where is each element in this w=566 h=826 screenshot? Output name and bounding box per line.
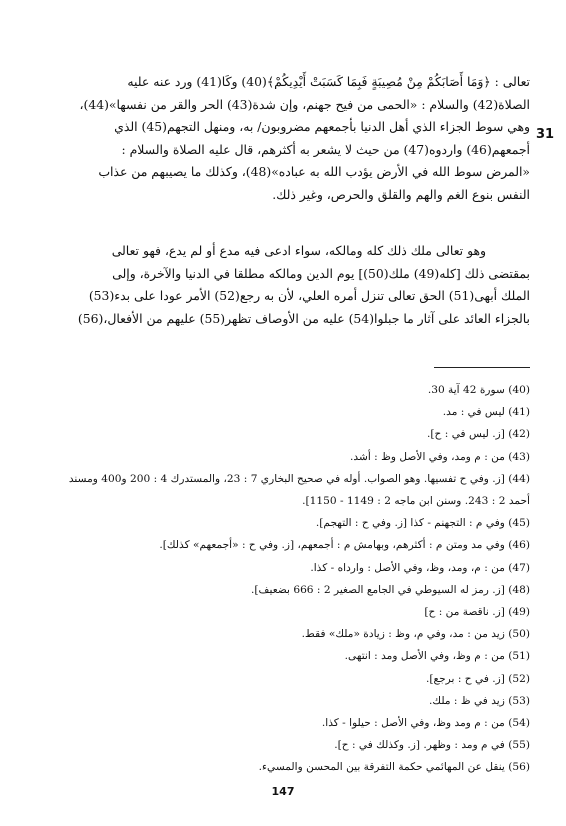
footnote [40,423,530,445]
footnote-number: (51) [508,650,530,663]
footnote-number: (55) [508,739,530,752]
footnote-text: وفي م : التجهنم - كذا [ز. وفي ح : التهجم]. [315,517,505,530]
footnote-text: [ز. ليس في : ح]. [427,428,505,441]
footnote-number: (56) [508,761,530,774]
footnote-number: (54) [508,717,530,730]
footnote-number: (47) [508,561,530,574]
footnote-text: من : م وظ، وفي الأصل ومد : انتهى. [344,650,505,663]
footnote [40,690,530,712]
body-line: الملك أبهى(51) الحق تعالى تنزل أمره العلي، لأن به رجع(52) الأمر عودا على بدء(53) [88,288,530,303]
footnote-number: (52) [508,672,530,685]
footnote-separator [434,367,530,368]
body-line: أجمعهم(46) واردوه(47) من حيث لا يشعر به أكثرهم، قال عليه الصلاة والسلام : [121,141,530,157]
footnote-number: (42) [508,428,530,441]
footnote [40,379,530,401]
footnote [40,668,530,690]
footnote-number: (53) [508,694,530,707]
footnote-text: في م ومد : وظهر. [ز. وكذلك في : ح]. [334,739,505,752]
body-paragraph-2 [40,240,530,330]
footnote-text: زيد من : مد، وفي م، وظ : زيادة «ملك» فقط. [301,628,505,641]
footnote [40,734,530,756]
body-line: وهي سوط الجزاء الذي أهل الدنيا بأجمعهم مضروبون/ به، ومنهل التجهم(45) الذي [114,119,530,134]
footnote-number: (48) [508,583,530,596]
footnote [40,756,530,778]
footnote [40,512,530,534]
footnote [40,601,530,623]
footnote-text: [ز. ناقصة من : ح] [424,606,505,619]
footnote-text: [ز. رمز له السيوطي في الجامع الصغير 2 : 666 بضعيف]. [251,583,505,596]
footnote-number: (40) [508,384,530,396]
footnote [40,623,530,645]
margin-folio-number: 31 [535,127,555,142]
footnote-text: وفي مد ومتن م : أكثرهم، وبهامش م : أجمعهم، [ز. وفي ح : «أجمعهم» كذلك]. [159,539,505,552]
footnote [40,557,530,579]
footnote-text: [ز. في ح : برجع]. [426,672,505,685]
footnote-number: (49) [508,606,530,619]
body-line: «المرض سوط الله في الأرض يؤدب الله به عباده»(48)، وكذلك ما يصيبهم من عذاب [98,164,530,179]
footnote-text: ليس في : مد. [442,406,505,419]
footnote-number: (45) [508,517,530,530]
body-line: بالجزاء العائد على آثار ما جبلوا(54) عليه من الأوصاف تظهر(55) عليهم من الأفعال،(56) [77,310,530,326]
body-line: النفس بنوع الغم والهم والقلق والحرص، وغير ذلك. [272,186,530,202]
footnote [40,446,530,468]
footnote-number: (46) [508,539,530,552]
body-line: تعالى : ﴿وَمَا أَصَابَكُمْ مِنْ مُصِيبَةٍ فَبِمَا كَسَبَتْ أَيْدِيكُمْ﴾(40) وكَا(41) ورد عنه عليه [127,74,530,89]
footnotes-list [40,379,530,779]
body-line: الصلاة(42) والسلام : «الحمى من فيح جهنم، وإن شدة(43) الحر والقر من نفسها»(44)، [79,96,530,112]
footnote-number: (41) [508,406,530,419]
page-number: 147 [271,785,295,798]
footnote-text: زيد في ظ : ملك. [429,694,505,707]
body-line: وهو تعالى ملك ذلك كله ومالكه، سواء ادعى فيه مدع أو لم يدع، فهو تعالى [111,243,486,258]
footnote [40,712,530,734]
footnote [40,534,530,556]
footnote-text: سورة 42 آية 30. [427,384,505,396]
footnote-text: من : م ومد، وفي الأصل وظ : أشد. [350,450,505,463]
footnote-number: (50) [508,628,530,641]
footnote-text: من : م ومد وظ، وفي الأصل : حيلوا - كذا. [321,717,505,730]
footnote-continuation [40,490,530,512]
footnote-number: (44) [508,472,530,485]
body-line: بمقتضى ذلك [كله(49) ملك(50)] يوم الدين ومالكه مطلقا في الدنيا والآخرة، وإلى [112,265,530,281]
footnote [40,645,530,667]
footnote-text: أحمد 2 : 243. وسنن ابن ماجه 2 : 1149 - 1150]. [302,495,530,508]
footnote-text: ينقل عن المهائمي حكمة التفرقة بين المحسن والمسيء. [258,761,505,774]
footnote-number: (43) [508,450,530,463]
footnote [40,401,530,423]
footnote-text: [ز. وفي ح تفسيها. وهو الصواب. أوله في صحيح البخاري 7 : 23، والمستدرك 4 : 200 و400 ومسند [68,472,505,485]
footnote [40,579,530,601]
footnote [40,468,530,490]
footnote-text: من : م، ومد، وظ، وفي الأصل : وارداه - كذا. [310,561,505,574]
body-paragraph-1 [40,71,530,206]
